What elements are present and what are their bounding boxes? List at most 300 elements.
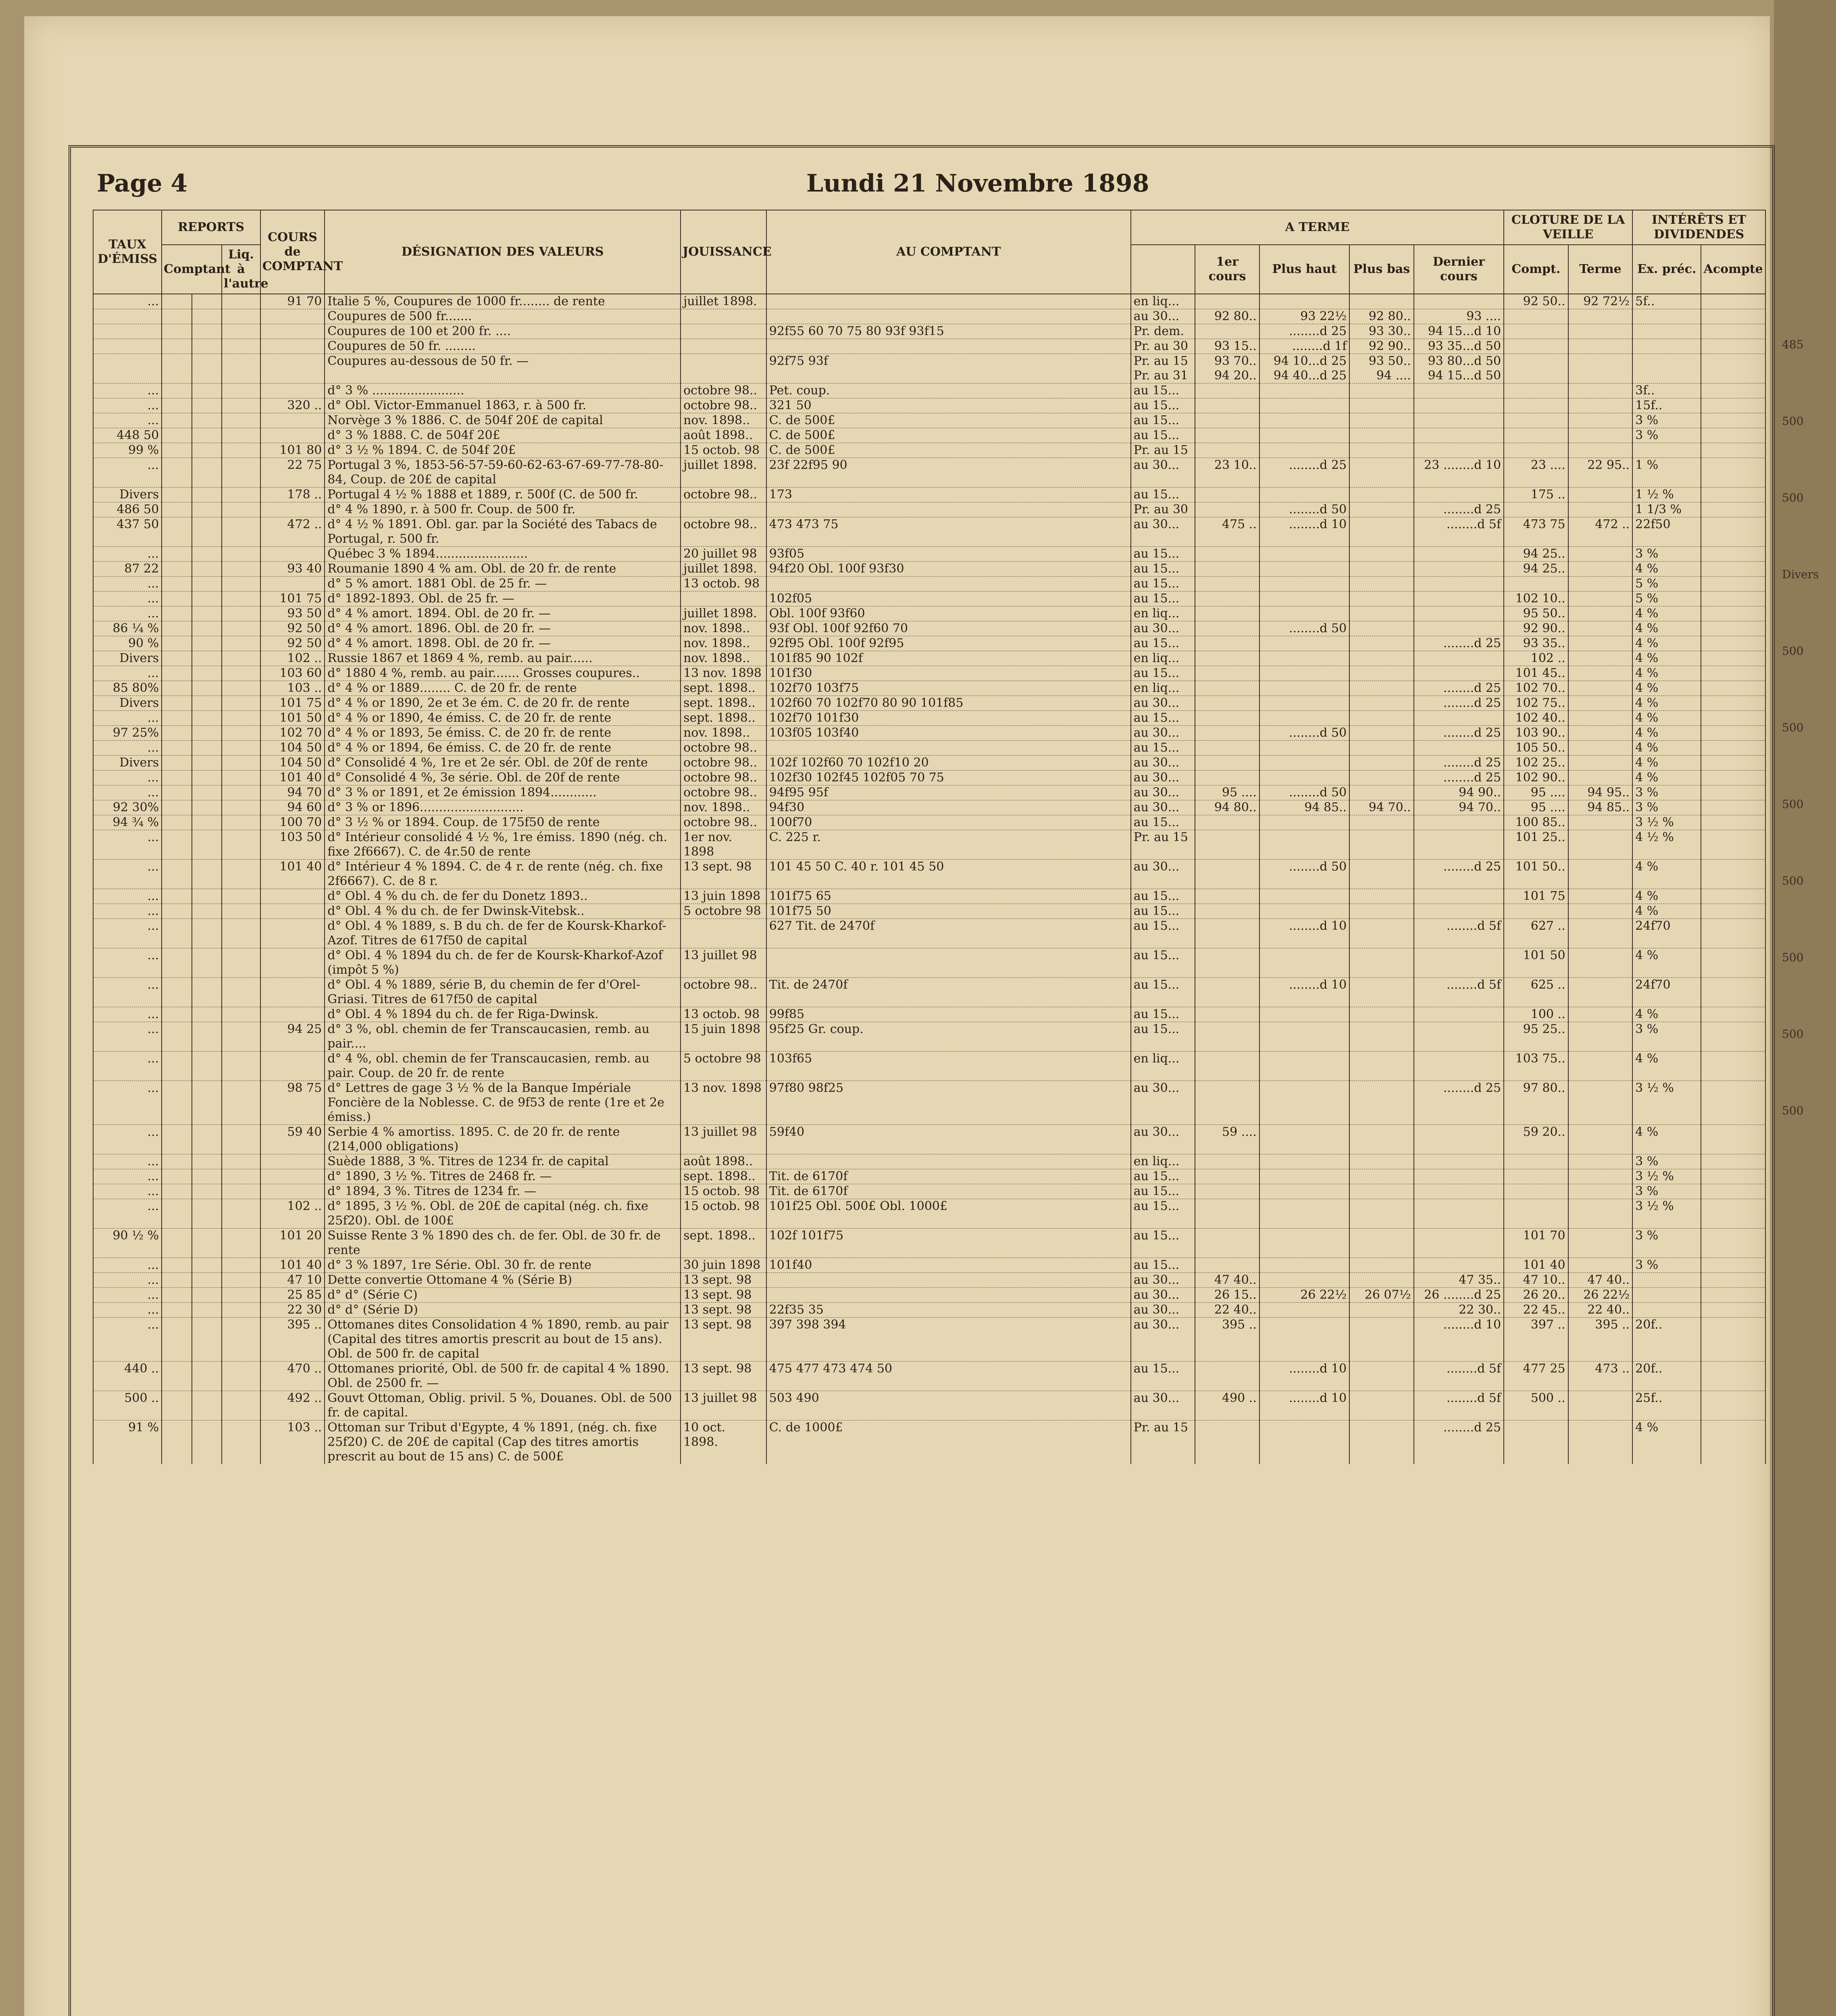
cell-taux (93, 354, 162, 369)
cell-empty (222, 621, 260, 636)
cell-dernier: 93 80...d 50 (1414, 354, 1504, 369)
cell-ex: 25f.. (1632, 1391, 1701, 1420)
cell-liq: au 30... (1131, 1125, 1195, 1154)
cell-empty (1701, 1273, 1765, 1288)
cell-bas (1349, 487, 1414, 502)
cell-empty (162, 443, 192, 458)
cell-designation: d° 4 % amort. 1896. Obl. de 20 fr. — (325, 621, 681, 636)
cell-dernier (1414, 1258, 1504, 1273)
cell-ex: 3 % (1632, 413, 1701, 428)
cell-designation: Gouvt Ottoman, Oblig. privil. 5 %, Douanes. Obl. de 500 fr. de capital. (325, 1391, 681, 1420)
cell-compt: 101 70 (1504, 1229, 1568, 1258)
cell-taux: Divers (93, 756, 162, 771)
table-row (93, 354, 1765, 369)
cell-taux: ... (93, 1184, 162, 1199)
cell-jouissance: octobre 98.. (681, 815, 766, 830)
cell-empty (192, 458, 222, 487)
cell-compt: 26 20.. (1504, 1288, 1568, 1303)
cell-empty (162, 1081, 192, 1125)
table-row (93, 785, 1765, 800)
cell-taux: ... (93, 919, 162, 948)
cell-jouissance (681, 369, 766, 383)
cell-compt: 92 90.. (1504, 621, 1568, 636)
cell-dernier: ........d 5f (1414, 919, 1504, 948)
cell-designation: d° d° (Série C) (325, 1288, 681, 1303)
cell-ex: 4 % (1632, 1052, 1701, 1081)
cell-taux (93, 309, 162, 324)
cell-empty (1701, 948, 1765, 978)
cell-dernier: 22 30.. (1414, 1303, 1504, 1318)
cell-designation: Portugal 3 %, 1853-56-57-59-60-62-63-67-69-77-78-80-84, Coup. de 20£ de capital (325, 458, 681, 487)
cell-cours: 103 60 (260, 666, 325, 681)
cell-haut (1259, 1303, 1349, 1318)
cell-comptant: 475 477 473 474 50 (766, 1362, 1131, 1391)
cell-premier (1195, 919, 1259, 948)
table-row (93, 1229, 1765, 1258)
cell-empty (192, 800, 222, 815)
cell-compt: 47 10.. (1504, 1273, 1568, 1288)
cell-ex: 3 % (1632, 1258, 1701, 1273)
cell-ex: 1 1/3 % (1632, 502, 1701, 517)
col-au-comptant: AU COMPTANT (766, 210, 1131, 294)
cell-compt (1504, 324, 1568, 339)
cell-empty (1701, 1420, 1765, 1464)
cell-designation: Coupures de 500 fr....... (325, 309, 681, 324)
cell-bas (1349, 771, 1414, 785)
cell-empty (192, 502, 222, 517)
cell-terme (1568, 309, 1633, 324)
cell-bas (1349, 1081, 1414, 1125)
cell-jouissance: octobre 98.. (681, 741, 766, 756)
cell-compt: 95 .... (1504, 800, 1568, 815)
cell-haut (1259, 681, 1349, 696)
cell-premier (1195, 666, 1259, 681)
cell-bas (1349, 517, 1414, 547)
cell-dernier (1414, 428, 1504, 443)
cell-haut (1259, 889, 1349, 904)
cell-cours (260, 413, 325, 428)
cell-empty (192, 741, 222, 756)
cell-comptant: C. de 500£ (766, 413, 1131, 428)
cell-jouissance (681, 309, 766, 324)
cell-taux: ... (93, 591, 162, 606)
cell-comptant: 101f30 (766, 666, 1131, 681)
cell-comptant: 102f 101f75 (766, 1229, 1131, 1258)
cell-jouissance: octobre 98.. (681, 517, 766, 547)
table-row (93, 726, 1765, 741)
cell-empty (192, 517, 222, 547)
cell-compt: 92 50.. (1504, 294, 1568, 309)
cell-compt (1504, 369, 1568, 383)
cell-cours (260, 889, 325, 904)
cell-compt: 103 75.. (1504, 1052, 1568, 1081)
cell-empty (192, 830, 222, 860)
cell-liq: au 15... (1131, 711, 1195, 726)
adjacent-number: 500 (1782, 414, 1804, 428)
cell-cours: 101 75 (260, 591, 325, 606)
cell-liq: au 15... (1131, 904, 1195, 919)
cell-empty (192, 1169, 222, 1184)
cell-empty (1701, 458, 1765, 487)
cell-designation: Italie 5 %, Coupures de 1000 fr........ de rente (325, 294, 681, 309)
cell-ex: 4 % (1632, 741, 1701, 756)
col-premier-cours: 1er cours (1195, 245, 1259, 294)
cell-comptant (766, 502, 1131, 517)
cell-terme (1568, 1081, 1633, 1125)
cell-premier (1195, 1184, 1259, 1199)
cell-comptant: C. de 500£ (766, 443, 1131, 458)
cell-jouissance: 13 sept. 98 (681, 1273, 766, 1288)
cell-cours: 94 70 (260, 785, 325, 800)
cell-premier (1195, 1258, 1259, 1273)
cell-jouissance: nov. 1898.. (681, 651, 766, 666)
cell-ex: 3 % (1632, 800, 1701, 815)
cell-ex: 3 ½ % (1632, 815, 1701, 830)
cell-terme (1568, 830, 1633, 860)
cell-dernier: ........d 25 (1414, 756, 1504, 771)
cell-liq: au 30... (1131, 621, 1195, 636)
cell-liq: au 30... (1131, 517, 1195, 547)
cell-designation: d° 4 % or 1890, 4e émiss. C. de 20 fr. de rente (325, 711, 681, 726)
cell-premier (1195, 978, 1259, 1007)
cell-dernier: ........d 25 (1414, 502, 1504, 517)
cell-empty (192, 815, 222, 830)
cell-empty (162, 383, 192, 398)
cell-cours: 470 .. (260, 1362, 325, 1391)
cell-terme (1568, 1052, 1633, 1081)
cell-liq: au 30... (1131, 860, 1195, 889)
cell-empty (162, 1420, 192, 1464)
cell-haut (1259, 577, 1349, 591)
cell-ex: 22f50 (1632, 517, 1701, 547)
cell-taux: ... (93, 1125, 162, 1154)
cell-cours: 25 85 (260, 1288, 325, 1303)
cell-comptant: Tit. de 6170f (766, 1169, 1131, 1184)
cell-comptant: C. 225 r. (766, 830, 1131, 860)
cell-cours: 395 .. (260, 1318, 325, 1362)
cell-premier (1195, 1169, 1259, 1184)
cell-compt: 105 50.. (1504, 741, 1568, 756)
cell-empty (192, 636, 222, 651)
cell-comptant: 92f95 Obl. 100f 92f95 (766, 636, 1131, 651)
cell-liq: au 30... (1131, 309, 1195, 324)
table-row (93, 1184, 1765, 1199)
cell-premier (1195, 413, 1259, 428)
cell-empty (162, 1022, 192, 1052)
cell-compt: 101 45.. (1504, 666, 1568, 681)
cell-designation: Dette convertie Ottomane 4 % (Série B) (325, 1273, 681, 1288)
cell-liq: au 30... (1131, 1288, 1195, 1303)
cell-terme (1568, 1169, 1633, 1184)
cell-comptant (766, 339, 1131, 354)
cell-empty (222, 860, 260, 889)
cell-cours: 101 20 (260, 1229, 325, 1258)
cell-dernier (1414, 591, 1504, 606)
cell-terme (1568, 428, 1633, 443)
cell-haut: 93 22½ (1259, 309, 1349, 324)
adjacent-number: 500 (1782, 644, 1804, 658)
cell-ex: 4 % (1632, 771, 1701, 785)
cell-premier (1195, 948, 1259, 978)
table-row (93, 1273, 1765, 1288)
cell-taux: 94 ¾ % (93, 815, 162, 830)
cell-dernier: ........d 25 (1414, 726, 1504, 741)
cell-haut: ........d 25 (1259, 458, 1349, 487)
cell-empty (162, 681, 192, 696)
cell-compt: 625 .. (1504, 978, 1568, 1007)
table-row (93, 711, 1765, 726)
cell-empty (162, 696, 192, 711)
cell-haut (1259, 1007, 1349, 1022)
cell-designation: d° 4 % or 1893, 5e émiss. C. de 20 fr. de rente (325, 726, 681, 741)
cell-empty (222, 606, 260, 621)
cell-haut (1259, 547, 1349, 562)
cell-liq: au 30... (1131, 756, 1195, 771)
cell-bas: 93 30.. (1349, 324, 1414, 339)
col-designation: DÉSIGNATION DES VALEURS (325, 210, 681, 294)
cell-liq: au 15... (1131, 398, 1195, 413)
cell-empty (222, 771, 260, 785)
cell-empty (222, 1199, 260, 1229)
cell-ex: 24f70 (1632, 919, 1701, 948)
cell-premier (1195, 428, 1259, 443)
cell-designation: d° 3 ½ % or 1894. Coup. de 175f50 de rente (325, 815, 681, 830)
cell-comptant: 102f 102f60 70 102f10 20 (766, 756, 1131, 771)
cell-taux: 440 .. (93, 1362, 162, 1391)
cell-empty (1701, 487, 1765, 502)
cell-empty (162, 1125, 192, 1154)
cell-liq: Pr. au 31 (1131, 369, 1195, 383)
cell-empty (1701, 324, 1765, 339)
cell-empty (192, 860, 222, 889)
col-liq-autre: Liq. à l'autre (222, 245, 260, 294)
cell-liq: au 30... (1131, 726, 1195, 741)
cell-empty (192, 577, 222, 591)
cell-jouissance: octobre 98.. (681, 487, 766, 502)
cell-jouissance (681, 919, 766, 948)
cell-taux: ... (93, 458, 162, 487)
cell-ex: 4 % (1632, 904, 1701, 919)
cell-empty (192, 621, 222, 636)
cell-empty (222, 294, 260, 309)
cell-designation: Coupures de 50 fr. ........ (325, 339, 681, 354)
cell-empty (222, 1391, 260, 1420)
cell-premier: 22 40.. (1195, 1303, 1259, 1318)
cell-empty (1701, 904, 1765, 919)
cell-empty (222, 383, 260, 398)
cell-taux: ... (93, 1154, 162, 1169)
cell-taux: 86 ¼ % (93, 621, 162, 636)
cell-terme (1568, 562, 1633, 577)
cell-jouissance: nov. 1898.. (681, 636, 766, 651)
cell-terme (1568, 889, 1633, 904)
cell-premier (1195, 696, 1259, 711)
cell-haut (1259, 1258, 1349, 1273)
cell-empty (162, 771, 192, 785)
cell-empty (162, 458, 192, 487)
cell-empty (1701, 815, 1765, 830)
cell-empty (1701, 1022, 1765, 1052)
cell-cours: 92 50 (260, 621, 325, 636)
cell-bas (1349, 458, 1414, 487)
cell-empty (162, 1258, 192, 1273)
cell-empty (222, 562, 260, 577)
cell-empty (162, 1199, 192, 1229)
cell-empty (1701, 681, 1765, 696)
cell-ex: 4 % (1632, 636, 1701, 651)
col-cloture: CLOTURE DE LA VEILLE (1504, 210, 1632, 245)
cell-empty (222, 517, 260, 547)
cell-taux: 500 .. (93, 1391, 162, 1420)
cell-designation (325, 369, 681, 383)
cell-jouissance: 13 sept. 98 (681, 1288, 766, 1303)
cell-premier (1195, 621, 1259, 636)
cell-comptant: 93f05 (766, 547, 1131, 562)
cell-taux: ... (93, 711, 162, 726)
cell-dernier (1414, 711, 1504, 726)
cell-taux: ... (93, 1303, 162, 1318)
cell-empty (222, 1007, 260, 1022)
cell-empty (192, 413, 222, 428)
cell-premier (1195, 756, 1259, 771)
cell-cours (260, 577, 325, 591)
adjacent-number: 500 (1782, 491, 1804, 504)
cell-taux (93, 339, 162, 354)
cell-empty (1701, 785, 1765, 800)
cell-terme (1568, 1391, 1633, 1420)
cell-compt: 102 10.. (1504, 591, 1568, 606)
cell-compt: 100 85.. (1504, 815, 1568, 830)
col-liq (1131, 245, 1195, 294)
cell-bas (1349, 1007, 1414, 1022)
cell-jouissance: 13 octob. 98 (681, 1007, 766, 1022)
cell-jouissance: octobre 98.. (681, 771, 766, 785)
cell-liq: au 15... (1131, 1362, 1195, 1391)
cell-designation: d° Obl. 4 % 1894 du ch. de fer de Koursk-Kharkof-Azof (impôt 5 %) (325, 948, 681, 978)
table-row (93, 1154, 1765, 1169)
cell-bas (1349, 830, 1414, 860)
cell-dernier (1414, 547, 1504, 562)
cell-terme (1568, 1007, 1633, 1022)
cell-compt: 500 .. (1504, 1391, 1568, 1420)
cell-premier (1195, 547, 1259, 562)
cell-designation: d° Obl. 4 % 1889, série B, du chemin de fer d'Orel-Griasi. Titres de 617f50 de capital (325, 978, 681, 1007)
cell-ex: 4 % (1632, 621, 1701, 636)
cell-bas (1349, 815, 1414, 830)
cell-empty (1701, 502, 1765, 517)
cell-terme: 395 .. (1568, 1318, 1633, 1362)
cell-ex: 4 % (1632, 666, 1701, 681)
cell-taux: 87 22 (93, 562, 162, 577)
cell-haut (1259, 711, 1349, 726)
cell-ex (1632, 443, 1701, 458)
cell-empty (1701, 800, 1765, 815)
cell-empty (222, 696, 260, 711)
cell-cours: 320 .. (260, 398, 325, 413)
cell-comptant: 101f85 90 102f (766, 651, 1131, 666)
cell-comptant: 99f85 (766, 1007, 1131, 1022)
cell-liq: en liq... (1131, 681, 1195, 696)
cell-liq: au 15... (1131, 487, 1195, 502)
cell-haut (1259, 1081, 1349, 1125)
cell-premier (1195, 487, 1259, 502)
cell-cours: 22 30 (260, 1303, 325, 1318)
cell-empty (162, 547, 192, 562)
cell-empty (1701, 428, 1765, 443)
cell-dernier (1414, 1229, 1504, 1258)
cell-terme (1568, 547, 1633, 562)
cell-terme (1568, 948, 1633, 978)
cell-empty (162, 591, 192, 606)
cell-taux: ... (93, 666, 162, 681)
cell-ex: 4 % (1632, 756, 1701, 771)
cell-taux: 99 % (93, 443, 162, 458)
cell-terme (1568, 487, 1633, 502)
cell-haut (1259, 1125, 1349, 1154)
cell-haut: ........d 10 (1259, 919, 1349, 948)
cell-premier: 94 20.. (1195, 369, 1259, 383)
cell-empty (1701, 547, 1765, 562)
cell-ex (1632, 1303, 1701, 1318)
cell-taux: 97 25% (93, 726, 162, 741)
cell-empty (162, 919, 192, 948)
table-row (93, 1199, 1765, 1229)
cell-dernier (1414, 294, 1504, 309)
cell-empty (1701, 771, 1765, 785)
cell-liq: Pr. au 15 (1131, 1420, 1195, 1464)
cell-empty (192, 428, 222, 443)
cell-dernier (1414, 1169, 1504, 1184)
cell-haut (1259, 413, 1349, 428)
cell-empty (192, 711, 222, 726)
table-row (93, 398, 1765, 413)
cell-terme (1568, 756, 1633, 771)
cell-bas (1349, 1303, 1414, 1318)
cell-comptant: 173 (766, 487, 1131, 502)
cell-jouissance: sept. 1898.. (681, 711, 766, 726)
cell-designation: Norvège 3 % 1886. C. de 504f 20£ de capital (325, 413, 681, 428)
cell-liq: au 30... (1131, 771, 1195, 785)
cell-taux: ... (93, 606, 162, 621)
cell-designation: Suisse Rente 3 % 1890 des ch. de fer. Obl. de 30 fr. de rente (325, 1229, 681, 1258)
cell-dernier (1414, 413, 1504, 428)
cell-premier (1195, 651, 1259, 666)
cell-empty (1701, 369, 1765, 383)
cell-dernier: ........d 5f (1414, 517, 1504, 547)
cell-empty (192, 1318, 222, 1362)
cell-comptant: 100f70 (766, 815, 1131, 830)
cell-premier (1195, 577, 1259, 591)
cell-bas (1349, 696, 1414, 711)
cell-cours: 92 50 (260, 636, 325, 651)
cell-dernier: 93 35...d 50 (1414, 339, 1504, 354)
adjacent-page-numbers (1782, 306, 1830, 1149)
cell-empty (1701, 517, 1765, 547)
cell-premier (1195, 815, 1259, 830)
cell-premier (1195, 636, 1259, 651)
cell-bas (1349, 726, 1414, 741)
cell-empty (192, 443, 222, 458)
cell-empty (1701, 354, 1765, 369)
cell-premier (1195, 711, 1259, 726)
cell-designation: d° 3 ½ % 1894. C. de 504f 20£ (325, 443, 681, 458)
cell-comptant: 101 45 50 C. 40 r. 101 45 50 (766, 860, 1131, 889)
cell-jouissance: juillet 1898. (681, 606, 766, 621)
cell-jouissance: octobre 98.. (681, 756, 766, 771)
cell-terme (1568, 860, 1633, 889)
cell-haut: ........d 10 (1259, 978, 1349, 1007)
quotation-table (93, 210, 1766, 1464)
